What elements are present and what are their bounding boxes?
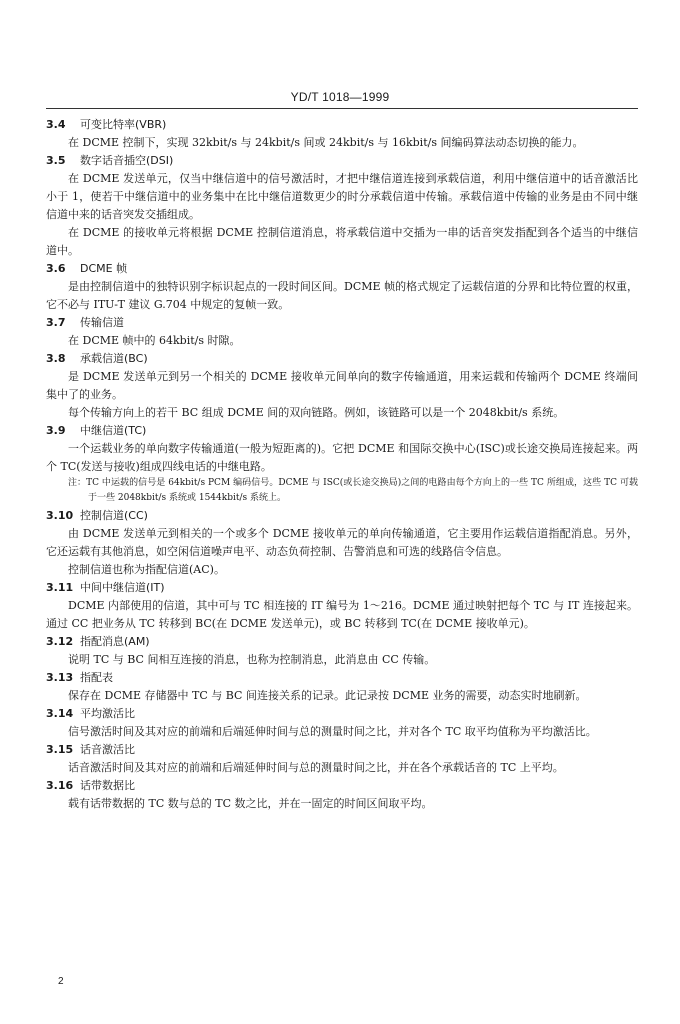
- section-paragraph: 保存在 DCME 存储器中 TC 与 BC 间连接关系的记录。此记录按 DCME 业务的需要，动态实时地刷新。: [68, 689, 587, 702]
- section-number: 3.16: [46, 779, 74, 792]
- section-heading: [46, 260, 638, 278]
- page-number: 2: [58, 976, 64, 987]
- section-heading: [46, 422, 638, 440]
- section-number: 3.11: [46, 581, 74, 594]
- section-title: 平均激活比: [80, 707, 135, 720]
- section-title: DCME 帧: [80, 262, 128, 275]
- section-paragraph: 在 DCME 控制下，实现 32kbit/s 与 24kbit/s 间或 24kbit/s 与 16kbit/s 间编码算法动态切换的能力。: [68, 136, 584, 149]
- section-heading: [46, 705, 638, 723]
- header-divider: [46, 108, 638, 109]
- section-title: 数字话音插空(DSI): [80, 154, 174, 167]
- section-title: 可变比特率(VBR): [80, 118, 167, 131]
- section-number: 3.8: [46, 352, 66, 365]
- section-paragraph: 控制信道也称为指配信道(AC)。: [68, 563, 225, 576]
- section-paragraph: DCME 内部使用的信道，其中可与 TC 相连接的 IT 编号为 1～216。DCME 通过映射把每个 TC 与 IT 连接起来。通过 CC 把业务从 TC 转移到 BC(在 DCME 发送单元)，或 BC 转移到 TC(在 DCME 接收单元)。: [46, 599, 638, 630]
- section-title: 控制信道(CC): [80, 509, 148, 522]
- section-heading: [46, 741, 638, 759]
- section-heading: [46, 507, 638, 525]
- section-heading: [46, 116, 638, 134]
- section-title: 话音激活比: [80, 743, 135, 756]
- section-heading: [46, 314, 638, 332]
- section-heading: [46, 152, 638, 170]
- section-title: 指配表: [80, 671, 113, 684]
- section-number: 3.4: [46, 118, 66, 131]
- section-paragraph: 在 DCME 帧中的 64kbit/s 时隙。: [68, 334, 241, 347]
- section-heading: [46, 350, 638, 368]
- section-heading: [46, 777, 638, 795]
- section-paragraph: 是 DCME 发送单元到另一个相关的 DCME 接收单元间单向的数字传输通道，用来运载和传输两个 DCME 终端间集中了的业务。: [46, 370, 638, 401]
- section-number: 3.15: [46, 743, 74, 756]
- section-heading: [46, 669, 638, 687]
- section-heading: [46, 633, 638, 651]
- section-paragraph: 在 DCME 的接收单元将根据 DCME 控制信道消息，将承载信道中交插为一串的话音突发指配到各个适当的中继信道中。: [46, 226, 638, 257]
- section-paragraph: 在 DCME 发送单元，仅当中继信道中的信号激活时，才把中继信道连接到承载信道，利用中继信道中的话音激活比小于 1，使若干中继信道中的业务集中在比中继信道数更少的时分承载信道中传输。承载信道中传输的业务是由不同中继信道中来的话音突发交插组成。: [46, 172, 638, 221]
- section-title: 承载信道(BC): [80, 352, 148, 365]
- page-header-standard-code: YD/T 1018—1999: [290, 90, 390, 104]
- section-number: 3.7: [46, 316, 66, 329]
- section-title: 传输信道: [80, 316, 124, 329]
- section-note: 注：TC 中运载的信号是 64kbit/s PCM 编码信号。DCME 与 ISC(或长途交换局)之间的电路由每个方向上的一些 TC 所组成，这些 TC 可载于一些 2048kbit/s 系统或 1544kbit/s 系统上。: [68, 478, 638, 503]
- section-number: 3.14: [46, 707, 74, 720]
- section-paragraph: 话音激活时间及其对应的前端和后端延伸时间与总的测量时间之比，并在各个承载话音的 TC 上平均。: [68, 761, 564, 774]
- section-paragraph: 每个传输方向上的若干 BC 组成 DCME 间的双向链路。例如，该链路可以是一个 2048kbit/s 系统。: [68, 406, 565, 419]
- section-number: 3.9: [46, 424, 66, 437]
- section-number: 3.12: [46, 635, 74, 648]
- section-paragraph: 是由控制信道中的独特识别字标识起点的一段时间区间。DCME 帧的格式规定了运载信道的分界和比特位置的权重，它不必与 ITU-T 建议 G.704 中规定的复帧一致。: [46, 280, 638, 311]
- section-paragraph: 载有话带数据的 TC 数与总的 TC 数之比，并在一固定的时间区间取平均。: [68, 797, 433, 810]
- section-paragraph: 信号激活时间及其对应的前端和后端延伸时间与总的测量时间之比，并对各个 TC 取平均值称为平均激活比。: [68, 725, 597, 738]
- section-heading: [46, 579, 638, 597]
- document-body: [46, 116, 638, 813]
- section-number: 3.5: [46, 154, 66, 167]
- section-title: 指配消息(AM): [80, 635, 150, 648]
- section-title: 中继信道(TC): [80, 424, 147, 437]
- section-paragraph: 由 DCME 发送单元到相关的一个或多个 DCME 接收单元的单向传输通道，它主要用作运载信道指配消息。另外，它还运载有其他消息，如空闲信道噪声电平、动态负荷控制、告警消息和可选的线路信令信息。: [46, 527, 638, 558]
- section-paragraph: 说明 TC 与 BC 间相互连接的消息，也称为控制消息，此消息由 CC 传输。: [68, 653, 436, 666]
- section-paragraph: 一个运载业务的单向数字传输通道(一般为短距离的)。它把 DCME 和国际交换中心(ISC)或长途交换局连接起来。两个 TC(发送与接收)组成四线电话的中继电路。: [46, 442, 638, 473]
- section-title: 中间中继信道(IT): [80, 581, 165, 594]
- section-number: 3.10: [46, 509, 74, 522]
- section-number: 3.6: [46, 262, 66, 275]
- section-number: 3.13: [46, 671, 74, 684]
- section-title: 话带数据比: [80, 779, 135, 792]
